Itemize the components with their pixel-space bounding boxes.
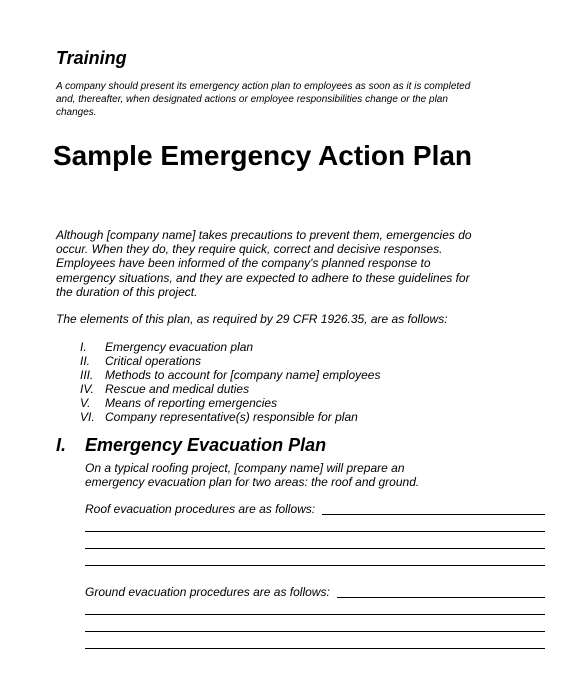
roof-fill-line[interactable] <box>85 548 545 549</box>
list-item-number: III. <box>80 368 94 382</box>
section-number: I. <box>56 435 67 455</box>
list-item-number: IV. <box>80 382 94 396</box>
elements-lead-text: The elements of this plan, as required by 29 CFR 1926.35, are as follows: <box>56 312 448 326</box>
list-item-number: V. <box>80 396 91 410</box>
ground-procedures-label: Ground evacuation procedures are as follows: <box>85 585 330 599</box>
list-item <box>80 354 380 368</box>
ground-fill-line[interactable] <box>85 614 545 615</box>
list-item <box>80 382 380 396</box>
list-item-text: Rescue and medical duties <box>105 382 250 396</box>
list-item-text: Means of reporting emergencies <box>105 396 278 410</box>
list-item-number: II. <box>80 354 91 368</box>
ground-fill-line[interactable] <box>85 631 545 632</box>
list-item-text: Methods to account for [company name] employees <box>105 368 381 382</box>
section-title: Emergency Evacuation Plan <box>85 435 327 455</box>
training-heading: Training <box>56 48 127 68</box>
roof-procedures-label: Roof evacuation procedures are as follows: <box>85 502 316 516</box>
list-item <box>80 410 380 424</box>
list-item-text: Critical operations <box>105 354 202 368</box>
list-item <box>80 396 380 410</box>
list-item-number: I. <box>80 340 87 354</box>
section-paragraph: On a typical roofing project, [company name] will prepare an emergency evacuation plan for two areas: the roof and ground. <box>85 461 420 489</box>
intro-paragraph: Although [company name] takes precautions to prevent them, emergencies do occur. When they do, they require quick, correct and decisive responses. Employees have been informed of the company's planned response to emergency situations, and they are expected to adhere to these guidelines for the duration of this project. <box>56 228 472 299</box>
list-item <box>80 368 380 382</box>
elements-list <box>80 340 380 424</box>
list-item-number: VI. <box>80 410 95 424</box>
list-item-text: Company representative(s) responsible for plan <box>105 410 358 424</box>
roof-fill-line[interactable] <box>85 565 545 566</box>
list-item-text: Emergency evacuation plan <box>105 340 254 354</box>
document-title: Sample Emergency Action Plan <box>52 140 473 171</box>
ground-fill-line[interactable] <box>85 648 545 649</box>
roof-fill-line[interactable] <box>85 531 545 532</box>
roof-fill-line[interactable] <box>322 514 545 515</box>
list-item <box>80 340 380 354</box>
training-paragraph: A company should present its emergency action plan to employees as soon as it is completed and, thereafter, when designated actions or employee responsibilities change or the plan changes. <box>56 81 471 118</box>
ground-fill-line[interactable] <box>337 597 545 598</box>
section-heading <box>56 435 326 456</box>
